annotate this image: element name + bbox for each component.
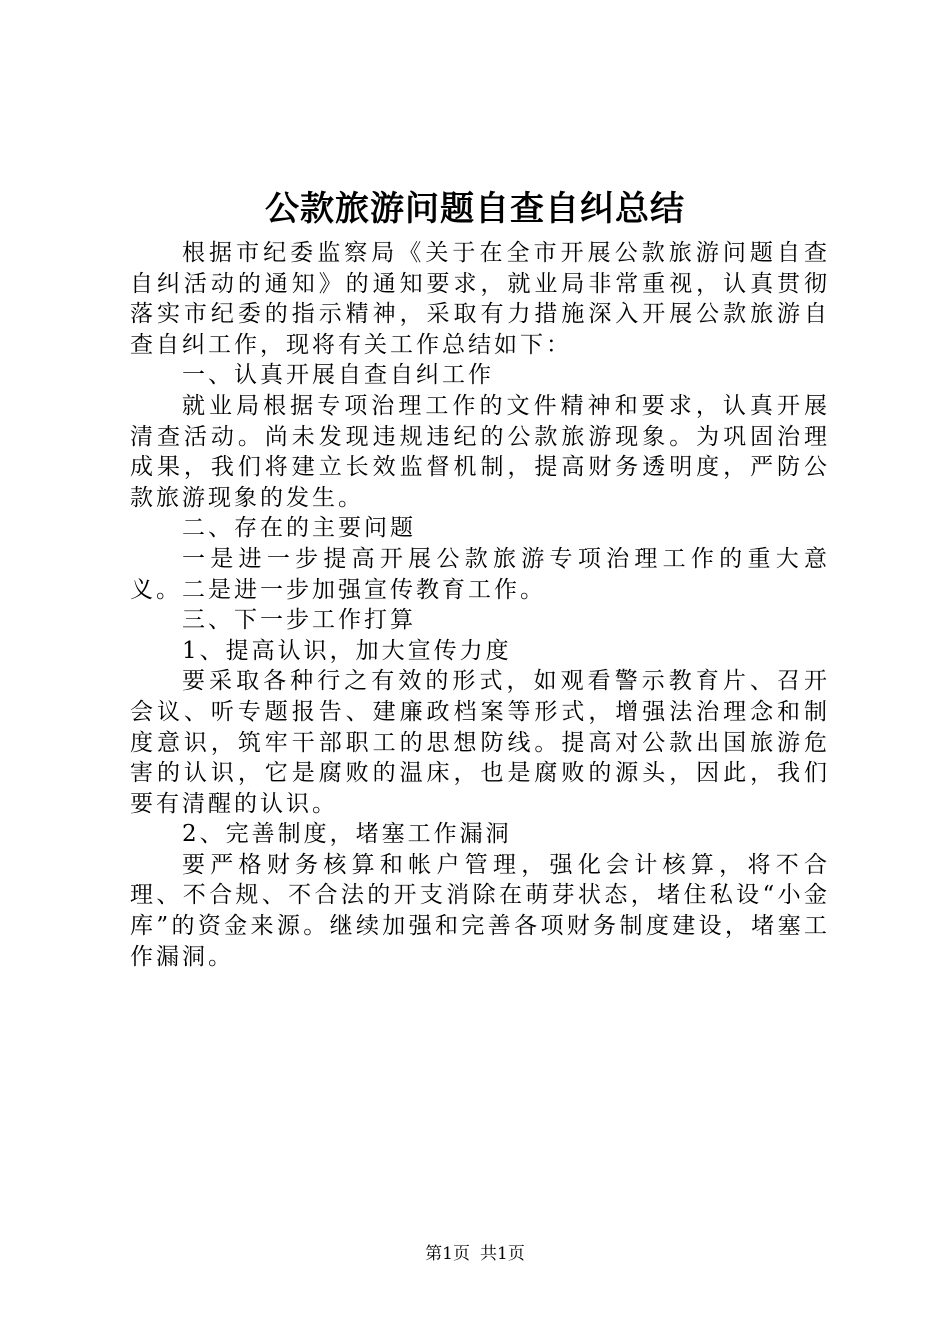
page-total: 共1页 [480,1244,525,1264]
heading-section-1: 一、认真开展自查自纠工作 [182,362,494,389]
document-body [130,238,830,972]
paragraph-intro: 根据市纪委监察局《关于在全市开展公款旅游问题自查自纠活动的通知》的通知要求，就业局非常重视，认真贯彻落实市纪委的指示精神，采取有力措施深入开展公款旅游自查自纠工作，现将有关工作总结如下： [130,240,830,358]
subheading-3-1: 1、提高认识，加大宣传力度 [182,637,512,664]
page-number: 第1页 [425,1244,470,1264]
page-footer [0,1243,950,1265]
heading-section-3: 三、下一步工作打算 [182,607,416,634]
paragraph-section-1: 就业局根据专项治理工作的文件精神和要求，认真开展清查活动。尚未发现违规违纪的公款旅游现象。为巩固治理成果，我们将建立长效监督机制，提高财务透明度，严防公款旅游现象的发生。 [130,392,830,511]
paragraph-section-2: 一是进一步提高开展公款旅游专项治理工作的重大意义。二是进一步加强宣传教育工作。 [130,545,830,603]
paragraph-3-2: 要严格财务核算和帐户管理，强化会计核算，将不合理、不合规、不合法的开支消除在萌芽状态，堵住私设“小金库”的资金来源。继续加强和完善各项财务制度建设，堵塞工作漏洞。 [130,851,830,970]
subheading-3-2: 2、完善制度，堵塞工作漏洞 [182,821,512,848]
heading-section-2: 二、存在的主要问题 [182,515,416,542]
paragraph-3-1: 要采取各种行之有效的形式，如观看警示教育片、召开会议、听专题报告、建廉政档案等形式，增强法治理念和制度意识，筑牢干部职工的思想防线。提高对公款出国旅游危害的认识，它是腐败的温床，也是腐败的源头，因此，我们要有清醒的认识。 [130,668,830,817]
document-title: 公款旅游问题自查自纠总结 [265,189,685,229]
